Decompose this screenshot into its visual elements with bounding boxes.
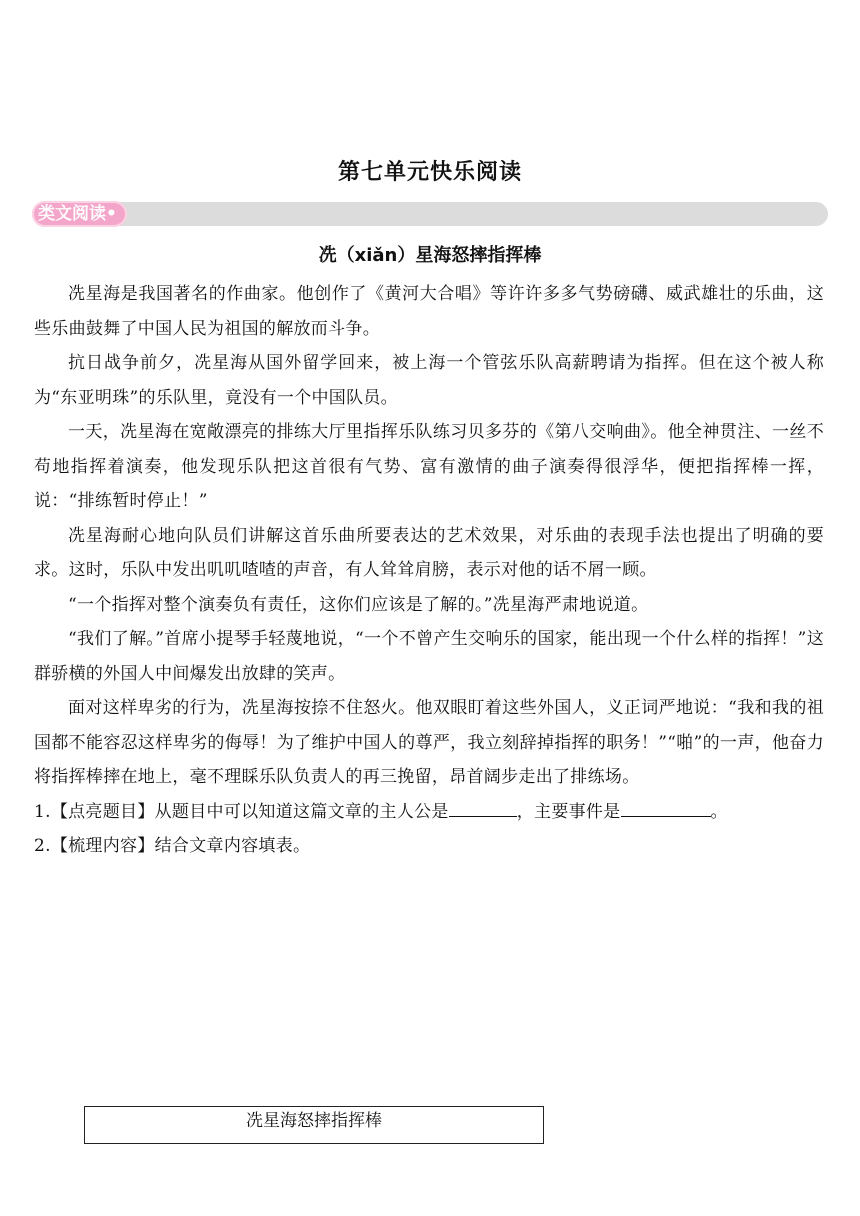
question-1-middle: ，主要事件是	[516, 801, 621, 822]
answer-blank-protagonist[interactable]	[449, 796, 517, 817]
section-bar	[32, 202, 828, 226]
question-1-suffix: 。	[710, 801, 728, 822]
paragraph: “一个指挥对整个演奏负有责任，这你们应该是了解的。”冼星海严肃地说道。	[68, 594, 649, 615]
paragraph: 抗日战争前夕，冼星海从国外留学回来，被上海一个管弦乐队高薪聘请为指挥。但在这个被人称为“东亚明珠”的乐队里，竟没有一个中国队员。	[34, 353, 824, 408]
paragraph: 一天，冼星海在宽敞漂亮的排练大厅里指挥乐队练习贝多芬的《第八交响曲》。他全神贯注、一丝不苟地指挥着演奏，他发现乐队把这首很有气势、富有激情的曲子演奏得很浮华，便把指挥棒一挥，说：“排练暂时停止！”	[34, 422, 824, 511]
question-1	[34, 795, 824, 830]
paragraph: 冼星海耐心地向队员们讲解这首乐曲所要表达的艺术效果，对乐曲的表现手法也提出了明确的要求。这时，乐队中发出叽叽喳喳的声音，有人耸耸肩膀，表示对他的话不屑一顾。	[34, 525, 824, 580]
question-2: 2.【梳理内容】结合文章内容填表。	[34, 836, 311, 856]
article-body	[34, 277, 824, 864]
question-1-prefix: 1.【点亮题目】从题目中可以知道这篇文章的主人公是	[34, 801, 449, 822]
paragraph: “我们了解。”首席小提琴手轻蔑地说，“一个不曾产生交响乐的国家，能出现一个什么样的指挥！”这群骄横的外国人中间爆发出放肆的笑声。	[34, 629, 824, 684]
paragraph: 冼星海是我国著名的作曲家。他创作了《黄河大合唱》等许许多多气势磅礴、威武雄壮的乐曲，这些乐曲鼓舞了中国人民为祖国的解放而斗争。	[34, 284, 824, 339]
page-title: 第七单元快乐阅读	[337, 160, 522, 185]
table-header: 冼星海怒摔指挥棒	[246, 1111, 382, 1131]
section-tag: 类文阅读•	[32, 201, 127, 227]
article-title: 冼（xiǎn）星海怒摔指挥棒	[318, 245, 542, 266]
answer-blank-event[interactable]	[621, 796, 711, 817]
fill-table	[84, 1106, 544, 1144]
paragraph: 面对这样卑劣的行为，冼星海按捺不住怒火。他双眼盯着这些外国人，义正词严地说：“我和我的祖国都不能容忍这样卑劣的侮辱！为了维护中国人的尊严，我立刻辞掉指挥的职务！”“啪”的一声，他奋力将指挥棒摔在地上，毫不理睬乐队负责人的再三挽留，昂首阔步走出了排练场。	[34, 698, 824, 787]
